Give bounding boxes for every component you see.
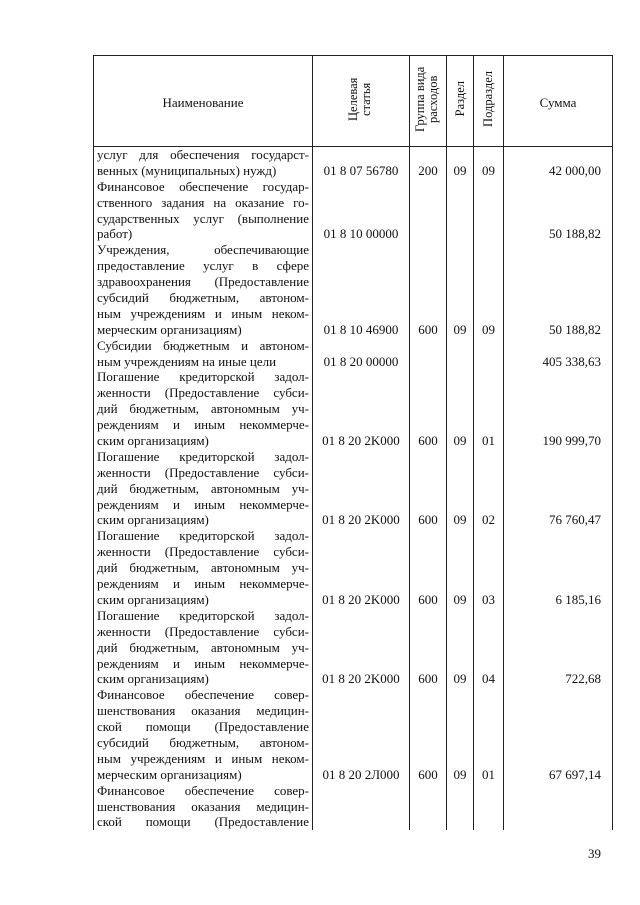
header-target-item: [313, 56, 410, 147]
name-line: женности (Предоставление субси-: [97, 544, 309, 560]
name-line: сударственных услуг (выполнение: [97, 210, 309, 226]
header-section: [447, 56, 474, 147]
name-line: мерческим организациям): [97, 766, 242, 782]
cell-target-item: 01 8 20 00000: [313, 338, 410, 370]
cell-section: 09: [447, 528, 474, 607]
page-number: 39: [588, 846, 601, 861]
name-line: ским организациям): [97, 433, 209, 449]
table-row: [94, 242, 613, 337]
cell-expense-group: [410, 179, 447, 243]
cell-expense-group: [410, 783, 447, 831]
cell-sum: 50 188,82: [504, 242, 613, 337]
cell-sum: 42 000,00: [504, 147, 613, 179]
cell-section: 09: [447, 369, 474, 448]
name-line: ским организациям): [97, 591, 209, 607]
name-line: венных (муниципальных) нужд): [97, 162, 277, 178]
name-line: работ): [97, 226, 133, 242]
cell-target-item: 01 8 20 2K000: [313, 608, 410, 687]
name-line: реждениям и иным некоммерче-: [97, 417, 309, 433]
cell-name: [94, 369, 313, 448]
table-row: [94, 179, 613, 243]
name-line: шенствования оказания медицин-: [97, 703, 309, 719]
table-body: [94, 147, 613, 831]
cell-section: [447, 338, 474, 370]
cell-section: 09: [447, 449, 474, 528]
cell-subsection: 09: [474, 242, 504, 337]
cell-target-item: [313, 783, 410, 831]
table-row: [94, 147, 613, 179]
cell-subsection: [474, 783, 504, 831]
cell-target-item: 01 8 20 2Л000: [313, 687, 410, 782]
cell-sum: [504, 783, 613, 831]
name-line: Учреждения, обеспечивающие: [97, 242, 309, 258]
table-row: [94, 338, 613, 370]
header-sum-label: Сумма: [539, 95, 577, 111]
name-line: ской помощи (Предоставление: [97, 814, 309, 830]
cell-target-item: 01 8 07 56780: [313, 147, 410, 179]
cell-name: [94, 783, 313, 831]
cell-expense-group: 600: [410, 449, 447, 528]
name-line: женности (Предоставление субси-: [97, 464, 309, 480]
header-expense-group: [410, 56, 447, 147]
header-expense-group-label: Группа вида расходов: [413, 66, 440, 132]
cell-target-item: 01 8 20 2K000: [313, 369, 410, 448]
cell-sum: 190 999,70: [504, 369, 613, 448]
cell-sum: 722,68: [504, 608, 613, 687]
name-line: Субсидии бюджетным и автоном-: [97, 337, 309, 353]
name-line: Погашение кредиторской задол-: [97, 448, 309, 464]
cell-subsection: 01: [474, 369, 504, 448]
cell-sum: 76 760,47: [504, 449, 613, 528]
cell-expense-group: 600: [410, 242, 447, 337]
cell-name: [94, 687, 313, 782]
name-line: Погашение кредиторской задол-: [97, 528, 309, 544]
cell-expense-group: 600: [410, 687, 447, 782]
name-line: дий бюджетным, автономным уч-: [97, 560, 309, 576]
budget-table: [93, 55, 613, 830]
name-line: субсидий бюджетным, автоном-: [97, 290, 309, 306]
cell-section: [447, 783, 474, 831]
name-line: ным учреждениям и иным неком-: [97, 305, 309, 321]
table-row: [94, 608, 613, 687]
cell-subsection: 04: [474, 608, 504, 687]
cell-section: 09: [447, 687, 474, 782]
cell-target-item: 01 8 10 00000: [313, 179, 410, 243]
cell-subsection: 01: [474, 687, 504, 782]
header-target-item-label: Целевая статья: [346, 77, 373, 121]
name-line: ским организациям): [97, 671, 209, 687]
cell-section: 09: [447, 242, 474, 337]
cell-name: [94, 242, 313, 337]
cell-sum: 405 338,63: [504, 338, 613, 370]
cell-section: [447, 179, 474, 243]
name-line: мерческим организациям): [97, 321, 242, 337]
name-line: женности (Предоставление субси-: [97, 623, 309, 639]
table-row: [94, 687, 613, 782]
name-line: дий бюджетным, автономным уч-: [97, 401, 309, 417]
cell-subsection: 02: [474, 449, 504, 528]
cell-target-item: 01 8 20 2K000: [313, 528, 410, 607]
name-line: услуг для обеспечения государст-: [97, 147, 309, 162]
cell-name: [94, 338, 313, 370]
name-line: ственного задания на оказание го-: [97, 194, 309, 210]
cell-subsection: [474, 338, 504, 370]
table-row: [94, 783, 613, 831]
name-line: здравоохранения (Предоставление: [97, 274, 309, 290]
name-line: ской помощи (Предоставление: [97, 719, 309, 735]
cell-expense-group: 600: [410, 369, 447, 448]
name-line: реждениям и иным некоммерче-: [97, 496, 309, 512]
header-name-label: Наименование: [162, 95, 244, 111]
table-header: [94, 56, 613, 147]
cell-subsection: 03: [474, 528, 504, 607]
cell-section: 09: [447, 147, 474, 179]
cell-target-item: 01 8 20 2K000: [313, 449, 410, 528]
header-section-label: Раздел: [452, 81, 467, 117]
cell-name: [94, 147, 313, 179]
table-row: [94, 528, 613, 607]
cell-expense-group: 200: [410, 147, 447, 179]
header-subsection-label: Подраздел: [481, 71, 495, 128]
cell-sum: 50 188,82: [504, 179, 613, 243]
table-row: [94, 369, 613, 448]
name-line: Финансовое обеспечение совер-: [97, 687, 309, 703]
cell-expense-group: 600: [410, 608, 447, 687]
name-line: ным учреждениям на иные цели: [97, 353, 277, 369]
name-line: дий бюджетным, автономным уч-: [97, 639, 309, 655]
name-line: предоставление услуг в сфере: [97, 258, 309, 274]
cell-name: [94, 179, 313, 243]
name-line: субсидий бюджетным, автоном-: [97, 734, 309, 750]
cell-name: [94, 528, 313, 607]
name-line: ским организациям): [97, 512, 209, 528]
cell-expense-group: [410, 338, 447, 370]
cell-subsection: [474, 179, 504, 243]
cell-expense-group: 600: [410, 528, 447, 607]
name-line: ным учреждениям и иным неком-: [97, 750, 309, 766]
cell-sum: 67 697,14: [504, 687, 613, 782]
name-line: реждениям и иным некоммерче-: [97, 655, 309, 671]
name-line: женности (Предоставление субси-: [97, 385, 309, 401]
name-line: дий бюджетным, автономным уч-: [97, 480, 309, 496]
name-line: Финансовое обеспечение государ-: [97, 178, 309, 194]
name-line: Погашение кредиторской задол-: [97, 369, 309, 385]
header-sum: [504, 56, 613, 147]
header-name: [94, 56, 313, 147]
cell-name: [94, 608, 313, 687]
name-line: Погашение кредиторской задол-: [97, 607, 309, 623]
cell-sum: 6 185,16: [504, 528, 613, 607]
cell-target-item: 01 8 10 46900: [313, 242, 410, 337]
header-subsection: [474, 56, 504, 147]
name-line: Финансовое обеспечение совер-: [97, 782, 309, 798]
cell-name: [94, 449, 313, 528]
name-line: реждениям и иным некоммерче-: [97, 576, 309, 592]
table-row: [94, 449, 613, 528]
cell-section: 09: [447, 608, 474, 687]
cell-subsection: 09: [474, 147, 504, 179]
name-line: шенствования оказания медицин-: [97, 798, 309, 814]
